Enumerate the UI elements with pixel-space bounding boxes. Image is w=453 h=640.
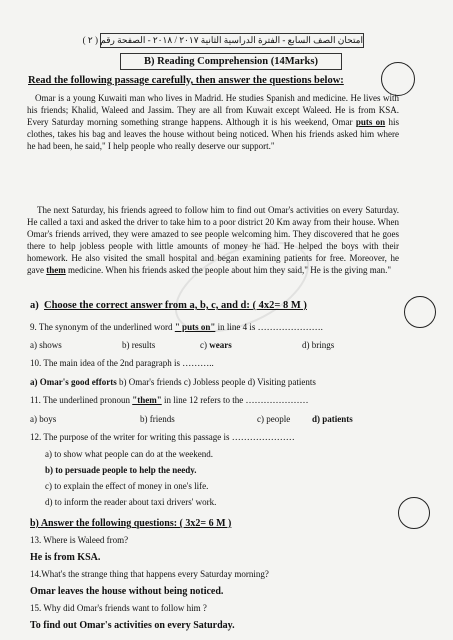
q9-stem-after: in line 4 is …………………. bbox=[215, 322, 323, 332]
exam-header-line: امتحان الصف السابع - الفترة الدراسية الثانية ٢٠١٧ / ٢٠١٨ - الصفحة رقم ( ٢ ) bbox=[100, 33, 364, 48]
passage-paragraph-1 bbox=[27, 92, 399, 152]
p2-text-before: The next Saturday, his friends agreed to follow him to find out Omar's activities on every Saturday. He called a taxi and asked the driver to take him to a poor district 20 Km away from their house. When Omar's friends arrived, they were amazed to see people welcoming him. They discovered that he goes there to help jobless people with little amounts of money he had. He helped the boys with their homework. He also visited the small hospital and began examining patients for free. Moreover, he gave bbox=[27, 205, 399, 275]
q12-option-a: a) to show what people can do at the weekend. bbox=[45, 449, 213, 459]
p2-text-after: medicine. When his friends asked the people about him they said," He is the giving man." bbox=[65, 265, 392, 275]
q9-option-a: a) shows bbox=[30, 340, 62, 350]
q10-stem: 10. The main idea of the 2nd paragraph is ……….. bbox=[30, 358, 214, 368]
part-b-title: b) Answer the following questions: ( 3x2= 6 M ) bbox=[30, 518, 232, 529]
q10-option-c: c) Jobless people bbox=[183, 377, 246, 387]
q15-question: 15. Why did Omar's friends want to follow him ? bbox=[30, 603, 207, 613]
q9-option-c bbox=[200, 340, 232, 350]
q9-stem-mark: " puts on" bbox=[174, 322, 216, 332]
q14-answer: Omar leaves the house without being noticed. bbox=[30, 586, 224, 597]
q9-option-c-prefix: c) bbox=[200, 340, 210, 350]
q11-stem-before: 11. The underlined pronoun bbox=[30, 395, 133, 405]
section-title: B) Reading Comprehension (14Marks) bbox=[120, 53, 342, 70]
p1-underlined-word: puts on bbox=[355, 117, 386, 127]
section-instruction: Read the following passage carefully, then answer the questions below: bbox=[28, 75, 344, 86]
q10-option-a: a) Omar's good efforts bbox=[30, 377, 117, 387]
q9-stem bbox=[30, 322, 323, 332]
q11-stem-after: in line 12 refers to the ………………… bbox=[161, 395, 309, 405]
p1-text-before: Omar is a young Kuwaiti man who lives in Madrid. He studies Spanish and medicine. He lives with his friends; Khalid, Waleed and Jassim. They are all from Kuwait except Waleed. He is from KSA. Every Saturday morning something strange happens. Although it is his weekend, Omar bbox=[27, 93, 399, 127]
passage-paragraph-2 bbox=[27, 204, 399, 276]
score-circle-passage bbox=[381, 62, 415, 96]
q11-option-c: c) people bbox=[257, 414, 291, 424]
score-circle-part-b bbox=[398, 497, 430, 529]
q10-option-d: d) Visiting patients bbox=[247, 377, 316, 387]
q9-option-c-answer: wears bbox=[209, 340, 232, 350]
p2-underlined-word: them bbox=[46, 265, 66, 275]
score-circle-part-a bbox=[404, 296, 436, 328]
q14-question: 14.What's the strange thing that happens every Saturday morning? bbox=[30, 569, 269, 579]
part-a-prefix: a) bbox=[30, 300, 39, 311]
q11-option-d: d) patients bbox=[312, 414, 353, 424]
q13-question: 13. Where is Waleed from? bbox=[30, 535, 129, 545]
q11-option-b: b) friends bbox=[140, 414, 175, 424]
p1-text-after: his clothes, takes his bag and leaves the house without being noticed. When his friends asked him where he had been, he said," I help people who really deserve our support." bbox=[27, 117, 399, 151]
q10-option-b: b) Omar's friends bbox=[118, 377, 182, 387]
q11-stem bbox=[30, 395, 308, 405]
q12-option-c: c) to explain the effect of money in one's life. bbox=[45, 481, 209, 491]
q11-stem-mark: "them" bbox=[132, 395, 162, 405]
q10-options bbox=[30, 377, 316, 387]
q9-stem-before: 9. The synonym of the underlined word bbox=[30, 322, 175, 332]
q12-option-b: b) to persuade people to help the needy. bbox=[45, 465, 197, 475]
q13-answer: He is from KSA. bbox=[30, 552, 101, 563]
q9-option-b: b) results bbox=[122, 340, 156, 350]
part-a-title bbox=[30, 300, 307, 311]
part-a-title-text: Choose the correct answer from a, b, c, and d: ( 4x2= 8 M ) bbox=[44, 300, 307, 311]
q9-option-d: d) brings bbox=[302, 340, 335, 350]
q15-answer: To find out Omar's activities on every Saturday. bbox=[30, 620, 235, 631]
q12-option-d: d) to inform the reader about taxi drivers' work. bbox=[45, 497, 217, 507]
q11-option-a: a) boys bbox=[30, 414, 57, 424]
q12-stem: 12. The purpose of the writer for writing this passage is ………………… bbox=[30, 432, 295, 442]
